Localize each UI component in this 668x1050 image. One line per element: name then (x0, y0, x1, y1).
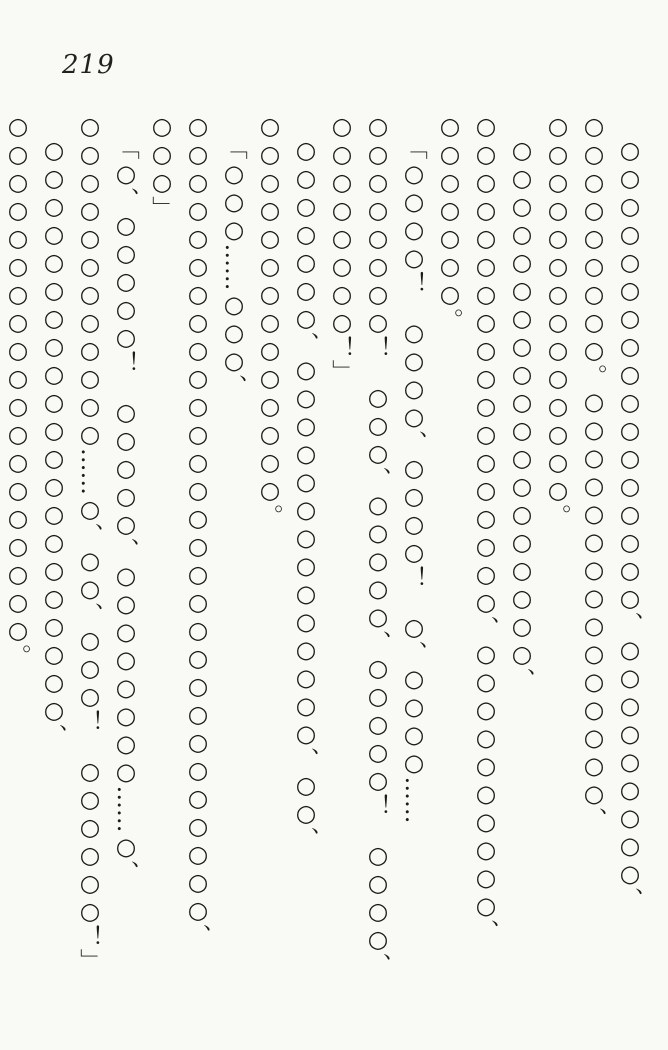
paragraph-dialogue: 「○、○○○○○！ ○○○○○、○○○○○○○○……○、○○○○○○○○○○○○……○、○○、○○○！ ○○○○○○！」 (76, 112, 140, 972)
page-number: 219 (62, 50, 115, 80)
paragraph: ○○○○○○○○○○○○○○○○○○○○○、○○○○○○○○○○○○○○○○○○○。 (4, 112, 68, 747)
paragraph: ○○○○○○○○○○○○○○○○○、○○○○○○○○○、○○○○○○○○○。○○○○○○○○○○○○○○○、○○○○○○○○○○○○○○。 (544, 112, 644, 911)
body-text-vertical (0, 112, 648, 1010)
paragraph-dialogue: 「○○○……○○○、○○○○○○○○○○○○○○○○○○○○○○○○○○○○○、○○○」 (148, 112, 248, 948)
paragraph: ○○○○○○○、○○○○○○○○○○○○○○、○○、○○○○○○○○○○○○○○。 (256, 112, 320, 850)
paragraph-dialogue: 「○○○○！ ○○○○、○○○○！ ○、○○○○……○○○○○○○○！ ○○○、○○○○○、○○○○○！ ○○○○、○○○○○○○○！」 (328, 112, 428, 977)
paragraph: ○○○○○○○○○○○○○○○○○○○、○○○○○○○○○○○○○○○○○○、○○○○○○○○○○、○○○○○○○。 (436, 112, 536, 943)
